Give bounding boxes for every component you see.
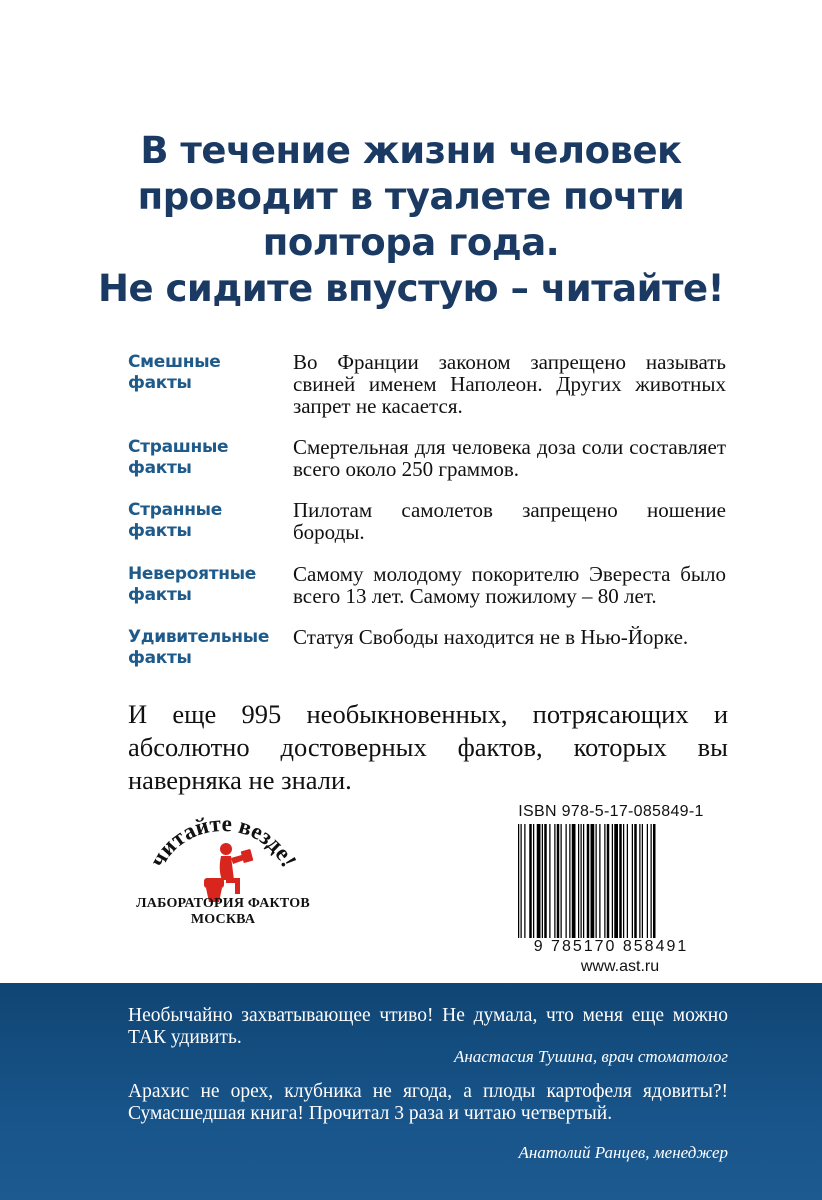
barcode-bar bbox=[614, 824, 618, 938]
barcode-bar bbox=[572, 824, 576, 938]
barcode-bar bbox=[634, 824, 637, 938]
barcode-bar bbox=[554, 824, 555, 938]
barcode-bar bbox=[557, 824, 560, 938]
barcode-bar bbox=[578, 824, 579, 938]
headline-line: полтора года. bbox=[262, 221, 560, 264]
more-facts-text: И еще 995 необыкновенных, потрясающих и абсолютно достоверных фактов, которых вы наверняка не знали. bbox=[128, 699, 728, 795]
fact-category bbox=[128, 564, 288, 606]
barcode-bar bbox=[561, 824, 562, 938]
reviews-band bbox=[0, 983, 822, 1200]
fact-category-line: Странные bbox=[128, 500, 222, 520]
barcode-bar bbox=[591, 824, 595, 938]
fact-category-line: факты bbox=[128, 458, 192, 478]
barcode-bar bbox=[521, 824, 522, 938]
barcode-bar bbox=[529, 824, 532, 938]
barcode-bar bbox=[619, 824, 622, 938]
barcode-bar bbox=[599, 824, 600, 938]
barcode-digits: 9 785170 858491 bbox=[533, 938, 689, 955]
logo-arc-text: читайте везде! bbox=[144, 810, 302, 872]
barcode-bar bbox=[612, 824, 613, 938]
headline bbox=[60, 128, 762, 312]
fact-text: Пилотам самолетов запрещено ношение бороды. bbox=[293, 498, 726, 544]
barcode-bar bbox=[518, 824, 519, 938]
fact-text: Во Франции законом запрещено называть свиней именем Наполеон. Других животных запрет не касается. bbox=[293, 350, 726, 418]
logo-caption bbox=[118, 896, 328, 928]
barcode-bar bbox=[596, 824, 597, 938]
fact-category-line: Смешные bbox=[128, 352, 221, 372]
headline-line: В течение жизни человек bbox=[140, 129, 682, 172]
fact-category bbox=[128, 627, 288, 669]
barcode-bar bbox=[537, 824, 541, 938]
barcode-bar bbox=[607, 824, 610, 938]
logo-caption-line: МОСКВА bbox=[190, 912, 256, 927]
barcode-bar bbox=[542, 824, 543, 938]
review-text: Необычайно захватывающее чтиво! Не думала, что меня еще можно ТАК удивить. bbox=[128, 1005, 728, 1048]
barcode-bar bbox=[651, 824, 652, 938]
barcode-bar bbox=[583, 824, 584, 938]
reading-figure-icon bbox=[204, 843, 253, 902]
publisher-url: www.ast.ru bbox=[580, 958, 660, 975]
barcode-bar bbox=[653, 824, 656, 938]
isbn-label: ISBN 978-5-17-085849-1 bbox=[518, 803, 704, 820]
barcode-bar bbox=[533, 824, 534, 938]
fact-category-line: Невероятные bbox=[128, 564, 257, 584]
headline-line: Не сидите впустую – читайте! bbox=[98, 267, 724, 310]
barcode-bar bbox=[566, 824, 567, 938]
fact-category-line: Удивительные bbox=[128, 627, 270, 647]
fact-text: Смертельная для человека доза соли составляет всего около 250 граммов. bbox=[293, 435, 726, 481]
fact-category-line: Страшные bbox=[128, 437, 229, 457]
barcode-bar bbox=[604, 824, 605, 938]
barcode-bar bbox=[642, 824, 643, 938]
barcode-bar bbox=[549, 824, 550, 938]
barcode-bar bbox=[639, 824, 640, 938]
barcode bbox=[516, 824, 706, 938]
fact-category-line: факты bbox=[128, 585, 192, 605]
barcode-bar bbox=[581, 824, 582, 938]
fact-category-line: факты bbox=[128, 648, 192, 668]
logo-caption-line: ЛАБОРАТОРИЯ ФАКТОВ bbox=[136, 896, 310, 911]
barcode-bar bbox=[623, 824, 624, 938]
barcode-bar bbox=[569, 824, 570, 938]
barcode-bar bbox=[632, 824, 633, 938]
fact-category-line: факты bbox=[128, 373, 192, 393]
fact-text: Самому молодому покорителю Эвереста было всего 13 лет. Самому пожилому – 80 лет. bbox=[293, 562, 726, 608]
fact-category bbox=[128, 352, 288, 394]
barcode-bar bbox=[524, 824, 525, 938]
fact-text: Статуя Свободы находится не в Нью-Йорке. bbox=[293, 625, 689, 649]
review-author: Анатолий Ранцев, менеджер bbox=[518, 1143, 728, 1162]
review-text: Арахис не орех, клубника не ягода, а плоды картофеля ядовиты?! Сумасшедшая книга! Прочитал 3 раза и читаю четвертый. bbox=[128, 1081, 728, 1124]
barcode-bar bbox=[647, 824, 648, 938]
barcode-bar bbox=[627, 824, 628, 938]
headline-line: проводит в туалете почти bbox=[137, 175, 685, 218]
barcode-bar bbox=[587, 824, 590, 938]
fact-category bbox=[128, 437, 288, 479]
barcode-bar bbox=[544, 824, 547, 938]
review-author: Анастасия Тушина, врач стоматолог bbox=[453, 1047, 728, 1066]
fact-category-line: факты bbox=[128, 521, 192, 541]
fact-category bbox=[128, 500, 288, 542]
